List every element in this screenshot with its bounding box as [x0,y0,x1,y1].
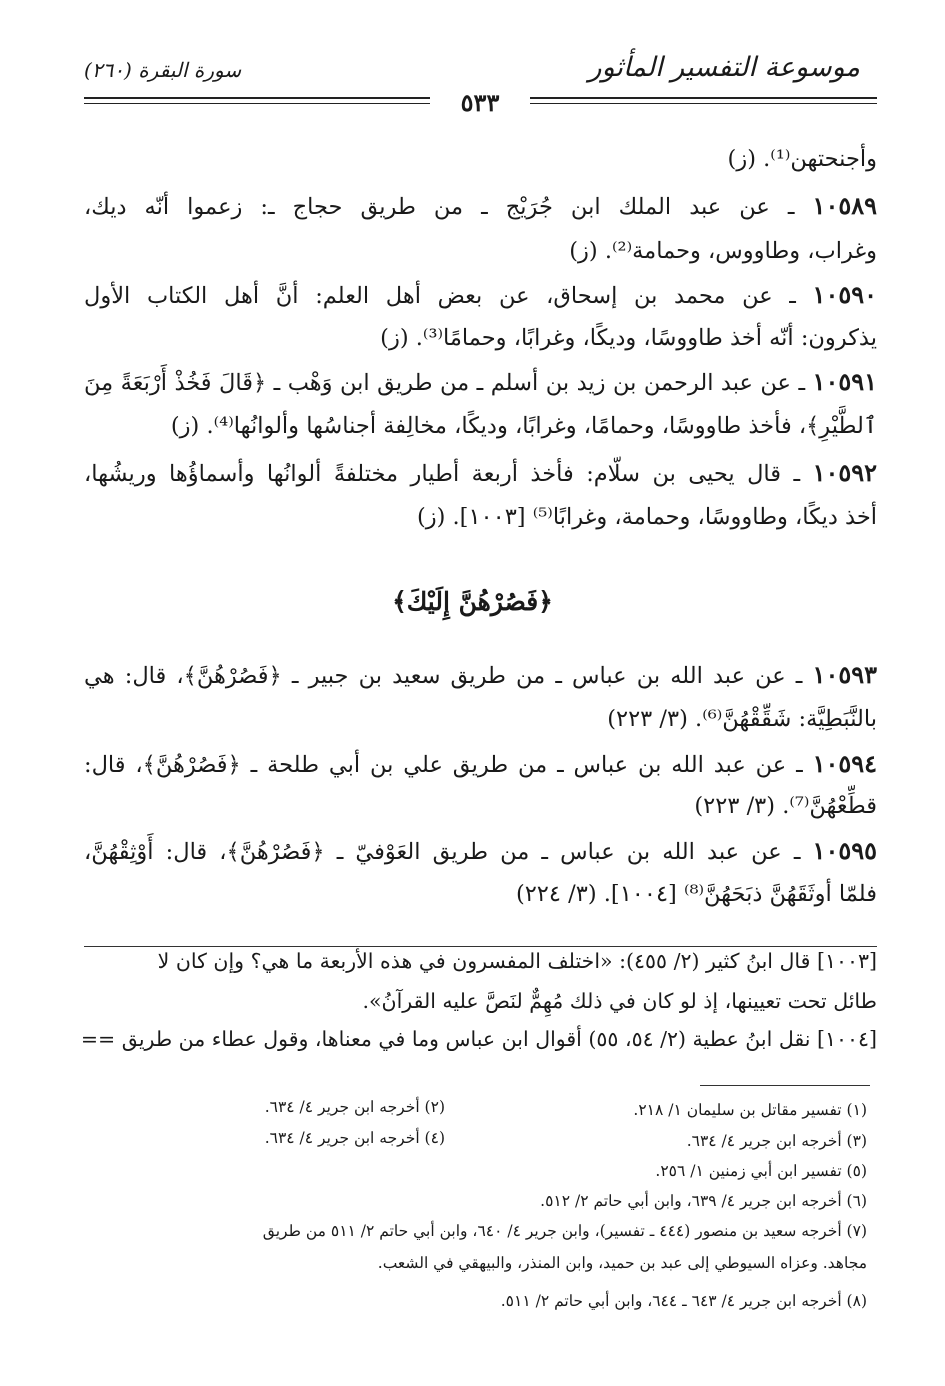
text-line: وغراب، وطاووس، وحمامة⁽²⁾. (ز) [569,238,877,264]
book-title: موسوعة التفسير المأثور [588,52,860,83]
text-line: يذكرون: أنّه أخذ طاووسًا، وديكًا، وغرابًا، وحمامًا⁽³⁾. (ز) [380,325,877,351]
entry-text: ـ عن عبد الملك ابن جُرَيْج ـ من طريق حجاج ـ: زعموا أنّه ديك، [84,194,795,220]
footnote: (٢) أخرجه ابن جرير ٤/ ٦٣٤. [264,1098,445,1116]
section-heading: ﴿فَصُرْهُنَّ إِلَيْكَ﴾ [392,587,553,616]
entry-line [84,362,877,403]
footnote: (١) تفسير مقاتل بن سليمان ١/ ٢١٨. [633,1101,867,1119]
entry-number: ١٠٥٩١ [812,367,877,396]
entry-number: ١٠٥٨٩ [812,191,877,220]
entry-number: ١٠٥٩٤ [812,749,878,778]
entry-text: ـ قال يحيى بن سلّام: فأخذ أربعة أطيار مختلفةً ألوانُها وأسماؤُها وريشُها، [84,461,801,487]
entry-text: ـ عن عبد الله بن عباس ـ من طريق سعيد بن جبير ـ ﴿فَصُرْهُنَّ﴾، قال: هي [84,663,803,689]
commentary-line: [١٠٠٣] قال ابنُ كثير (٢/ ٤٥٥): «اختلف المفسرون في هذه الأربعة ما هي؟ وإن كان لا [157,949,877,973]
footnote: مجاهد. وعزاه السيوطي إلى عبد بن حميد، وابن المنذر، والبيهقي في الشعب. [377,1254,867,1272]
text-line: فلمّا أوثَقَهُنَّ ذبَحَهُنَّ⁽⁸⁾ [١٠٠٤]. (٣/ ٢٢٤) [515,881,877,907]
entry-number: ١٠٥٩٣ [812,660,877,689]
footnote: (٣) أخرجه ابن جرير ٤/ ٦٣٤. [686,1132,867,1150]
entry-text: ـ عن محمد بن إسحاق، عن بعض أهل العلم: أنَّ أهل الكتاب الأول [84,283,796,309]
entry-number: ١٠٥٩٥ [812,836,877,865]
text-line: بالنَّبَطِيَّة: شَقِّقْهُنَّ⁽⁶⁾. (٣/ ٢٢٣) [607,706,877,732]
commentary-line: طائل تحت تعيينها، إذ لو كان في ذلك مُهِمٌّ لنَصَّ عليه القرآنُ». [362,989,877,1013]
entry-text: ـ عن عبد الله بن عباس ـ من طريق علي بن أبي طلحة ـ ﴿فَصُرْهُنَّ﴾، قال: [84,752,803,778]
footnote: (٨) أخرجه ابن جرير ٤/ ٦٤٣ ـ ٦٤٤، وابن أبي حاتم ٢/ ٥١١. [500,1292,867,1310]
entry-line [84,275,877,316]
entry-line [84,186,877,227]
entry-line [84,453,877,494]
footnote: (٥) تفسير ابن أبي زمنين ١/ ٢٥٦. [655,1162,867,1180]
footnote: (٦) أخرجه ابن جرير ٤/ ٦٣٩، وابن أبي حاتم ٢/ ٥١٢. [540,1192,867,1210]
footnote: (٤) أخرجه ابن جرير ٤/ ٦٣٤. [264,1129,445,1147]
entry-line [84,655,877,696]
entry-line [84,744,877,785]
entry-number: ١٠٥٩٠ [812,280,877,309]
text-line: قطِّعْهُنَّ⁽⁷⁾. (٣/ ٢٢٣) [694,793,877,819]
page-number: ٥٣٣ [430,88,530,117]
footnote: (٧) أخرجه سعيد بن منصور (٤٤٤ ـ تفسير)، وابن جرير ٤/ ٦٤٠، وابن أبي حاتم ٢/ ٥١١ من طريق [262,1222,867,1240]
text-line: ٱلطَّيْرِ﴾، فأخذ طاووسًا، وحمامًا، وغرابًا، وديكًا، مخالِفة أجناسُها وألوانُها⁽⁴⁾. (ز) [170,413,877,439]
commentary-line: [١٠٠٤] نقل ابنُ عطية (٢/ ٥٤، ٥٥) أقوال ابن عباس وما في معناها، وقول عطاء من طريق == [80,1027,877,1051]
entry-text: ـ عن عبد الله بن عباس ـ من طريق العَوْفيّ ـ ﴿فَصُرْهُنَّ﴾، قال: أَوْثِقْهُنَّ، [84,839,801,865]
surah-label: سورة البقرة (٢٦٠) [84,58,242,82]
footnote-separator [700,1085,870,1086]
entry-number: ١٠٥٩٢ [812,458,878,487]
text-line: وأجنحتهن⁽¹⁾. (ز) [727,146,877,172]
text-line: أخذ ديكًا، وطاووسًا، وحمامة، وغرابًا⁽⁵⁾ [١٠٠٣]. (ز) [416,504,877,530]
entry-line [84,831,877,872]
entry-text: ـ عن عبد الرحمن بن زيد بن أسلم ـ من طريق ابن وَهْب ـ ﴿قَالَ فَخُذْ أَرْبَعَةً مِنَ [84,370,806,396]
